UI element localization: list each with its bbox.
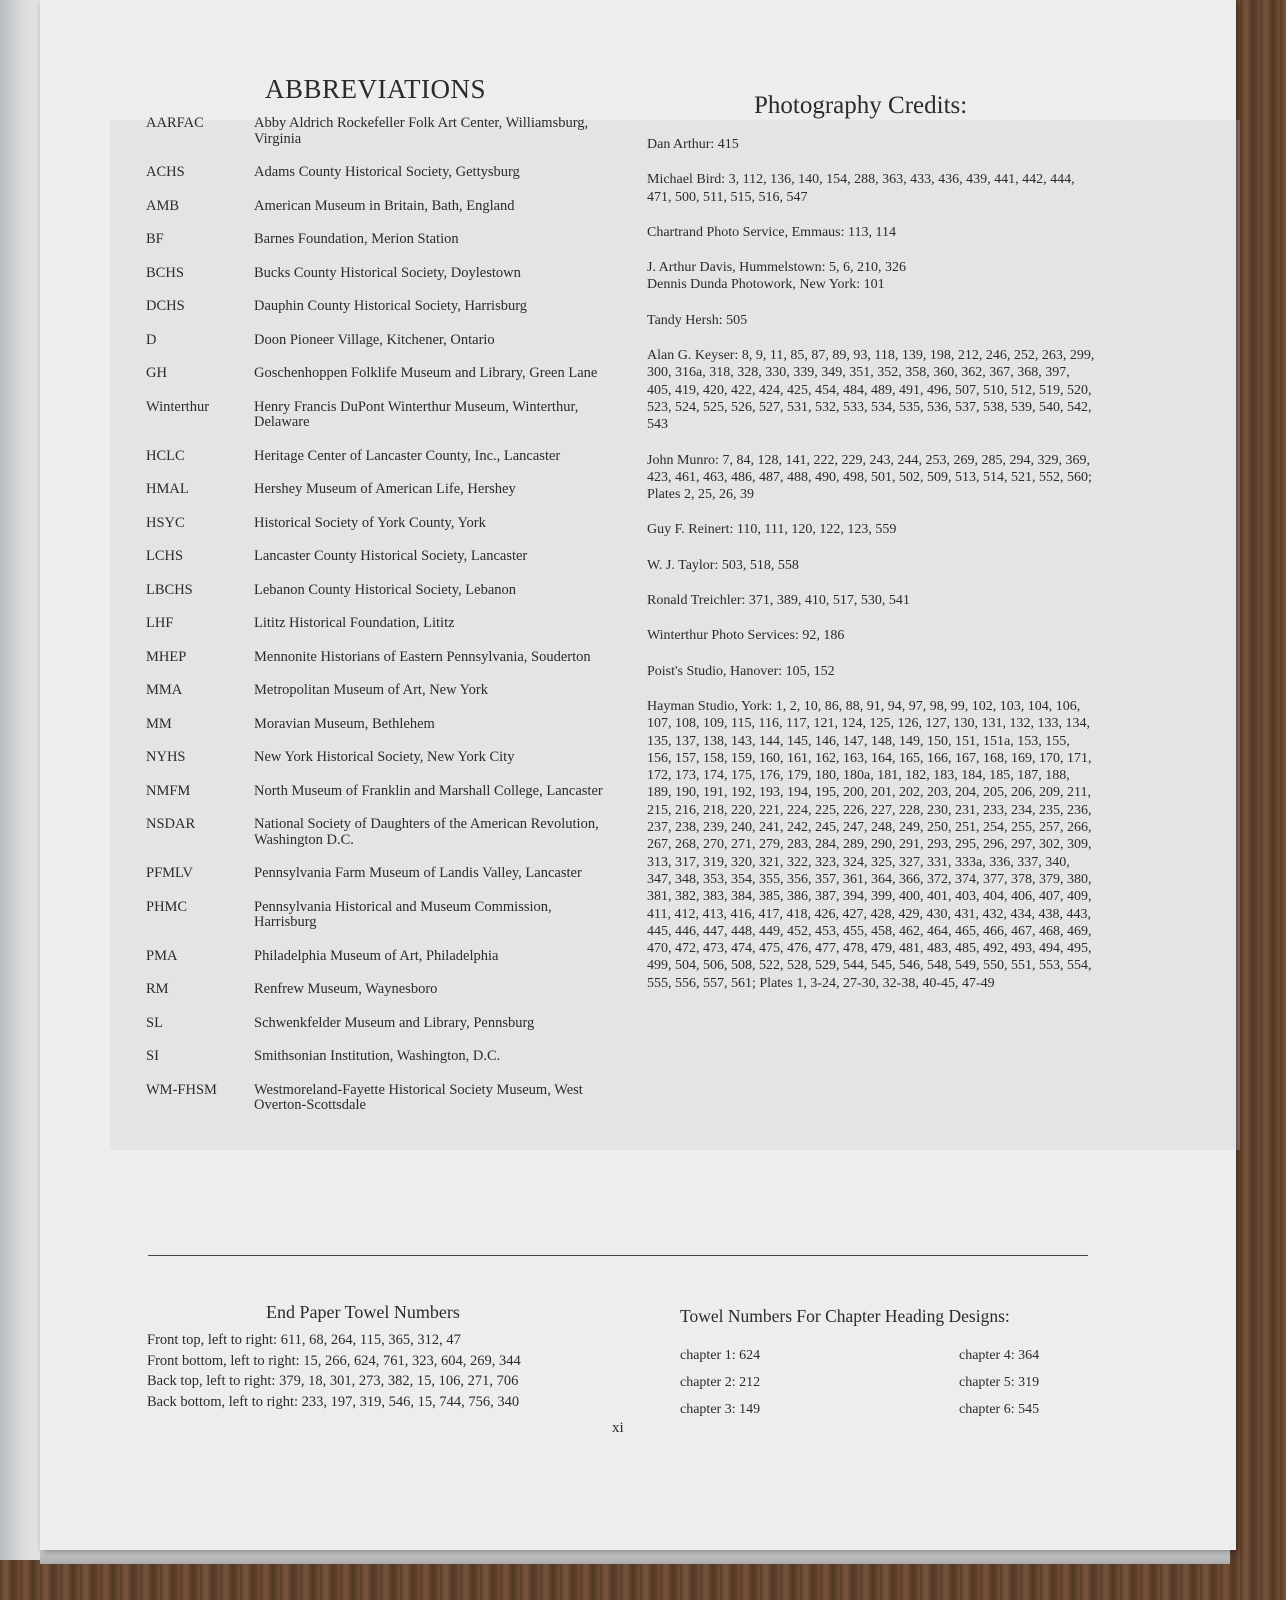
abbreviation-name: Dauphin County Historical Society, Harrisburg	[254, 298, 528, 314]
abbreviation-code: BCHS	[146, 264, 184, 281]
abbreviation-code: LCHS	[146, 548, 184, 564]
abbreviation-name: Henry Francis DuPont Winterthur Museum, Winterthur, Delaware	[254, 398, 579, 430]
abbreviation-name: Pennsylvania Historical and Museum Commission, Harrisburg	[254, 898, 552, 930]
photography-credits-list	[647, 136, 1097, 1010]
abbreviations-title: ABBREVIATIONS	[265, 74, 487, 104]
abbreviation-row	[146, 165, 606, 181]
abbreviation-code: HMAL	[146, 481, 189, 497]
abbreviation-row	[146, 900, 606, 931]
abbreviation-code: DCHS	[146, 298, 185, 314]
abbreviation-name: National Society of Daughters of the American Revolution, Washington D.C.	[254, 816, 599, 848]
credit-entry: Ronald Treichler: 371, 389, 410, 517, 530, 541	[647, 593, 910, 609]
credit-entry: Dan Arthur: 415	[647, 137, 739, 152]
abbreviation-name: Renfrew Museum, Waynesboro	[254, 981, 438, 997]
abbreviation-row	[146, 982, 606, 998]
credit-entry: Guy F. Reinert: 110, 111, 120, 122, 123, 559	[647, 522, 897, 538]
abbreviation-name: Smithsonian Institution, Washington, D.C.	[254, 1048, 501, 1064]
chapter-heading-title: Towel Numbers For Chapter Heading Designs:	[680, 1306, 1010, 1326]
credit-entry: W. J. Taylor: 503, 518, 558	[647, 557, 799, 573]
abbreviations-list	[146, 116, 606, 1132]
chapter-towel-number: chapter 2: 212	[680, 1375, 761, 1390]
end-paper-line: Front bottom, left to right: 15, 266, 624, 761, 323, 604, 269, 344	[147, 1352, 521, 1369]
section-divider	[148, 1255, 1088, 1256]
abbreviation-row	[146, 1016, 606, 1032]
abbreviation-code: PMA	[146, 947, 178, 964]
chapter-towel-number: chapter 1: 624	[680, 1348, 761, 1363]
abbreviation-row	[146, 366, 606, 382]
abbreviation-name: Doon Pioneer Village, Kitchener, Ontario	[254, 331, 495, 348]
end-paper-list	[147, 1330, 617, 1412]
abbreviation-code: PFMLV	[146, 865, 194, 881]
abbreviation-name: Schwenkfelder Museum and Library, Pennsburg	[254, 1014, 535, 1031]
credit-entry: Hayman Studio, York: 1, 2, 10, 86, 88, 91, 94, 97, 98, 99, 102, 103, 104, 106, 107, 108, 109, 115, 116, 117, 121, 124, 125, 126, 127, 130, 131, 132, 133, 134, 135, 137, 138, 143, 144, 145, 146, 147, 148, 149, 150, 151, 151a, 153, 155, 156, 157, 158, 159, 160, 161, 162, 163, 164, 165, 166, 167, 168, 169, 170, 171, 172, 173, 174, 175, 176, 179, 180, 180a, 181, 182, 183, 184, 185, 187, 188, 189, 190, 191, 192, 193, 194, 195, 200, 201, 202, 203, 204, 205, 206, 209, 211, 215, 216, 218, 220, 221, 224, 225, 226, 227, 228, 230, 231, 233, 234, 235, 236, 237, 238, 239, 240, 241, 242, 245, 247, 248, 249, 250, 251, 254, 255, 257, 266, 267, 268, 270, 271, 279, 283, 284, 289, 290, 291, 293, 295, 296, 297, 302, 309, 313, 317, 319, 320, 321, 322, 323, 324, 325, 327, 331, 333a, 336, 337, 340, 347, 348, 353, 354, 355, 356, 357, 361, 364, 366, 372, 374, 377, 378, 379, 380, 381, 382, 383, 384, 385, 386, 387, 394, 399, 400, 401, 403, 404, 406, 407, 409, 411, 412, 413, 416, 417, 418, 426, 427, 428, 429, 430, 431, 432, 434, 438, 443, 445, 446, 447, 448, 449, 452, 453, 455, 458, 462, 464, 465, 466, 467, 468, 469, 470, 472, 473, 474, 475, 476, 477, 478, 479, 481, 483, 485, 492, 493, 494, 495, 499, 504, 506, 508, 522, 528, 529, 544, 545, 546, 548, 549, 550, 551, 553, 554, 555, 556, 557, 561; Plates 1, 3-24, 27-30, 32-38, 40-45, 47-49	[647, 698, 1092, 991]
abbreviation-name: Mennonite Historians of Eastern Pennsylvania, Souderton	[254, 648, 591, 665]
abbreviation-name: Pennsylvania Farm Museum of Landis Valley, Lancaster	[254, 865, 582, 881]
abbreviation-row	[146, 516, 606, 532]
abbreviation-name: Lancaster County Historical Society, Lancaster	[254, 548, 528, 564]
abbreviation-row	[146, 333, 606, 349]
abbreviation-name: Metropolitan Museum of Art, New York	[254, 682, 489, 698]
abbreviation-name: Lititz Historical Foundation, Lititz	[254, 615, 455, 631]
chapter-towel-number: chapter 4: 364	[959, 1348, 1040, 1363]
abbreviation-name: New York Historical Society, New York City	[254, 749, 515, 765]
abbreviation-row	[146, 199, 606, 215]
abbreviation-code: D	[146, 331, 157, 348]
chapter-towel-number: chapter 3: 149	[680, 1402, 761, 1417]
abbreviation-row	[146, 400, 606, 431]
abbreviation-row	[146, 583, 606, 599]
abbreviation-code: MM	[146, 715, 172, 732]
page-edge	[40, 1550, 1230, 1564]
abbreviation-name: Barnes Foundation, Merion Station	[254, 231, 459, 247]
abbreviation-row	[146, 750, 606, 766]
photography-credits-title: Photography Credits:	[754, 92, 968, 119]
abbreviation-row	[146, 116, 606, 147]
abbreviation-code: GH	[146, 365, 167, 381]
abbreviation-code: AARFAC	[146, 115, 204, 131]
abbreviation-row	[146, 299, 606, 315]
abbreviation-row	[146, 266, 606, 282]
abbreviation-code: SL	[146, 1014, 163, 1031]
page-number: xi	[612, 1420, 624, 1436]
credit-entry: J. Arthur Davis, Hummelstown: 5, 6, 210, 326 Dennis Dunda Photowork, New York: 101	[647, 260, 906, 293]
abbreviation-code: NYHS	[146, 749, 186, 765]
abbreviation-code: BF	[146, 231, 164, 247]
end-paper-line: Back bottom, left to right: 233, 197, 319, 546, 15, 744, 756, 340	[147, 1393, 520, 1410]
end-paper-line: Back top, left to right: 379, 18, 301, 273, 382, 15, 106, 271, 706	[147, 1373, 519, 1389]
abbreviation-name: Goschenhoppen Folklife Museum and Library, Green Lane	[254, 365, 598, 381]
abbreviation-row	[146, 683, 606, 699]
credit-entry: Poist's Studio, Hanover: 105, 152	[647, 663, 835, 679]
abbreviation-row	[146, 1049, 606, 1065]
abbreviation-code: Winterthur	[146, 398, 210, 415]
end-paper-title: End Paper Towel Numbers	[266, 1302, 460, 1322]
credit-entry: Tandy Hersh: 505	[647, 312, 748, 328]
abbreviation-code: HCLC	[146, 447, 185, 464]
abbreviation-code: MHEP	[146, 648, 187, 665]
abbreviation-name: Abby Aldrich Rockefeller Folk Art Center, Williamsburg, Virginia	[254, 115, 589, 147]
abbreviation-row	[146, 232, 606, 248]
abbreviation-row	[146, 482, 606, 498]
credit-entry: Michael Bird: 3, 112, 136, 140, 154, 288, 363, 433, 436, 439, 441, 442, 444, 471, 500, 511, 515, 516, 547	[647, 172, 1075, 205]
end-paper-line: Front top, left to right: 611, 68, 264, 115, 365, 312, 47	[147, 1332, 461, 1348]
chapter-list-right	[959, 1342, 1159, 1423]
chapter-list-left	[680, 1342, 880, 1423]
abbreviation-name: Bucks County Historical Society, Doylestown	[254, 264, 521, 281]
abbreviation-code: MMA	[146, 682, 183, 698]
abbreviation-name: Philadelphia Museum of Art, Philadelphia	[254, 947, 499, 964]
abbreviation-name: Hershey Museum of American Life, Hershey	[254, 481, 516, 497]
chapter-towel-number: chapter 5: 319	[959, 1375, 1040, 1390]
abbreviation-name: Heritage Center of Lancaster County, Inc., Lancaster	[254, 447, 561, 464]
credit-entry: John Munro: 7, 84, 128, 141, 222, 229, 243, 244, 253, 269, 285, 294, 329, 369, 423, 461, 463, 486, 487, 488, 490, 498, 501, 502, 509, 513, 514, 521, 552, 560; Plates 2, 25, 26, 39	[647, 452, 1092, 503]
chapter-towel-number: chapter 6: 545	[959, 1402, 1040, 1417]
abbreviation-row	[146, 449, 606, 465]
abbreviation-name: Westmoreland-Fayette Historical Society Museum, West Overton-Scottsdale	[254, 1081, 583, 1113]
abbreviation-code: LBCHS	[146, 581, 193, 598]
abbreviation-code: ACHS	[146, 164, 185, 180]
abbreviation-name: Adams County Historical Society, Gettysburg	[254, 164, 520, 180]
abbreviation-name: North Museum of Franklin and Marshall College, Lancaster	[254, 782, 603, 799]
abbreviation-code: AMB	[146, 197, 180, 214]
abbreviation-row	[146, 1083, 606, 1114]
abbreviation-code: HSYC	[146, 514, 185, 531]
abbreviation-row	[146, 717, 606, 733]
abbreviation-code: LHF	[146, 615, 174, 631]
abbreviation-row	[146, 817, 606, 848]
abbreviation-code: RM	[146, 981, 169, 997]
abbreviation-code: NMFM	[146, 782, 191, 799]
abbreviation-code: PHMC	[146, 898, 188, 915]
abbreviation-row	[146, 650, 606, 666]
credit-entry: Winterthur Photo Services: 92, 186	[647, 628, 845, 644]
abbreviation-name: Moravian Museum, Bethlehem	[254, 715, 435, 732]
abbreviation-row	[146, 949, 606, 965]
abbreviation-name: Historical Society of York County, York	[254, 514, 486, 531]
abbreviation-name: Lebanon County Historical Society, Lebanon	[254, 581, 517, 598]
abbreviation-code: WM-FHSM	[146, 1081, 217, 1098]
abbreviation-row	[146, 784, 606, 800]
abbreviation-code: SI	[146, 1048, 159, 1064]
abbreviation-name: American Museum in Britain, Bath, England	[254, 197, 515, 214]
abbreviation-code: NSDAR	[146, 816, 196, 832]
abbreviation-row	[146, 549, 606, 565]
abbreviation-row	[146, 616, 606, 632]
credit-entry: Chartrand Photo Service, Emmaus: 113, 114	[647, 224, 896, 240]
credit-entry: Alan G. Keyser: 8, 9, 11, 85, 87, 89, 93, 118, 139, 198, 212, 246, 252, 263, 299, 300, 316a, 318, 328, 330, 339, 349, 351, 352, 358, 360, 362, 367, 368, 397, 405, 419, 420, 422, 424, 425, 454, 484, 489, 491, 496, 507, 510, 512, 519, 520, 523, 524, 525, 526, 527, 531, 532, 533, 534, 535, 536, 537, 538, 539, 540, 542, 543	[647, 348, 1095, 433]
abbreviation-row	[146, 866, 606, 882]
